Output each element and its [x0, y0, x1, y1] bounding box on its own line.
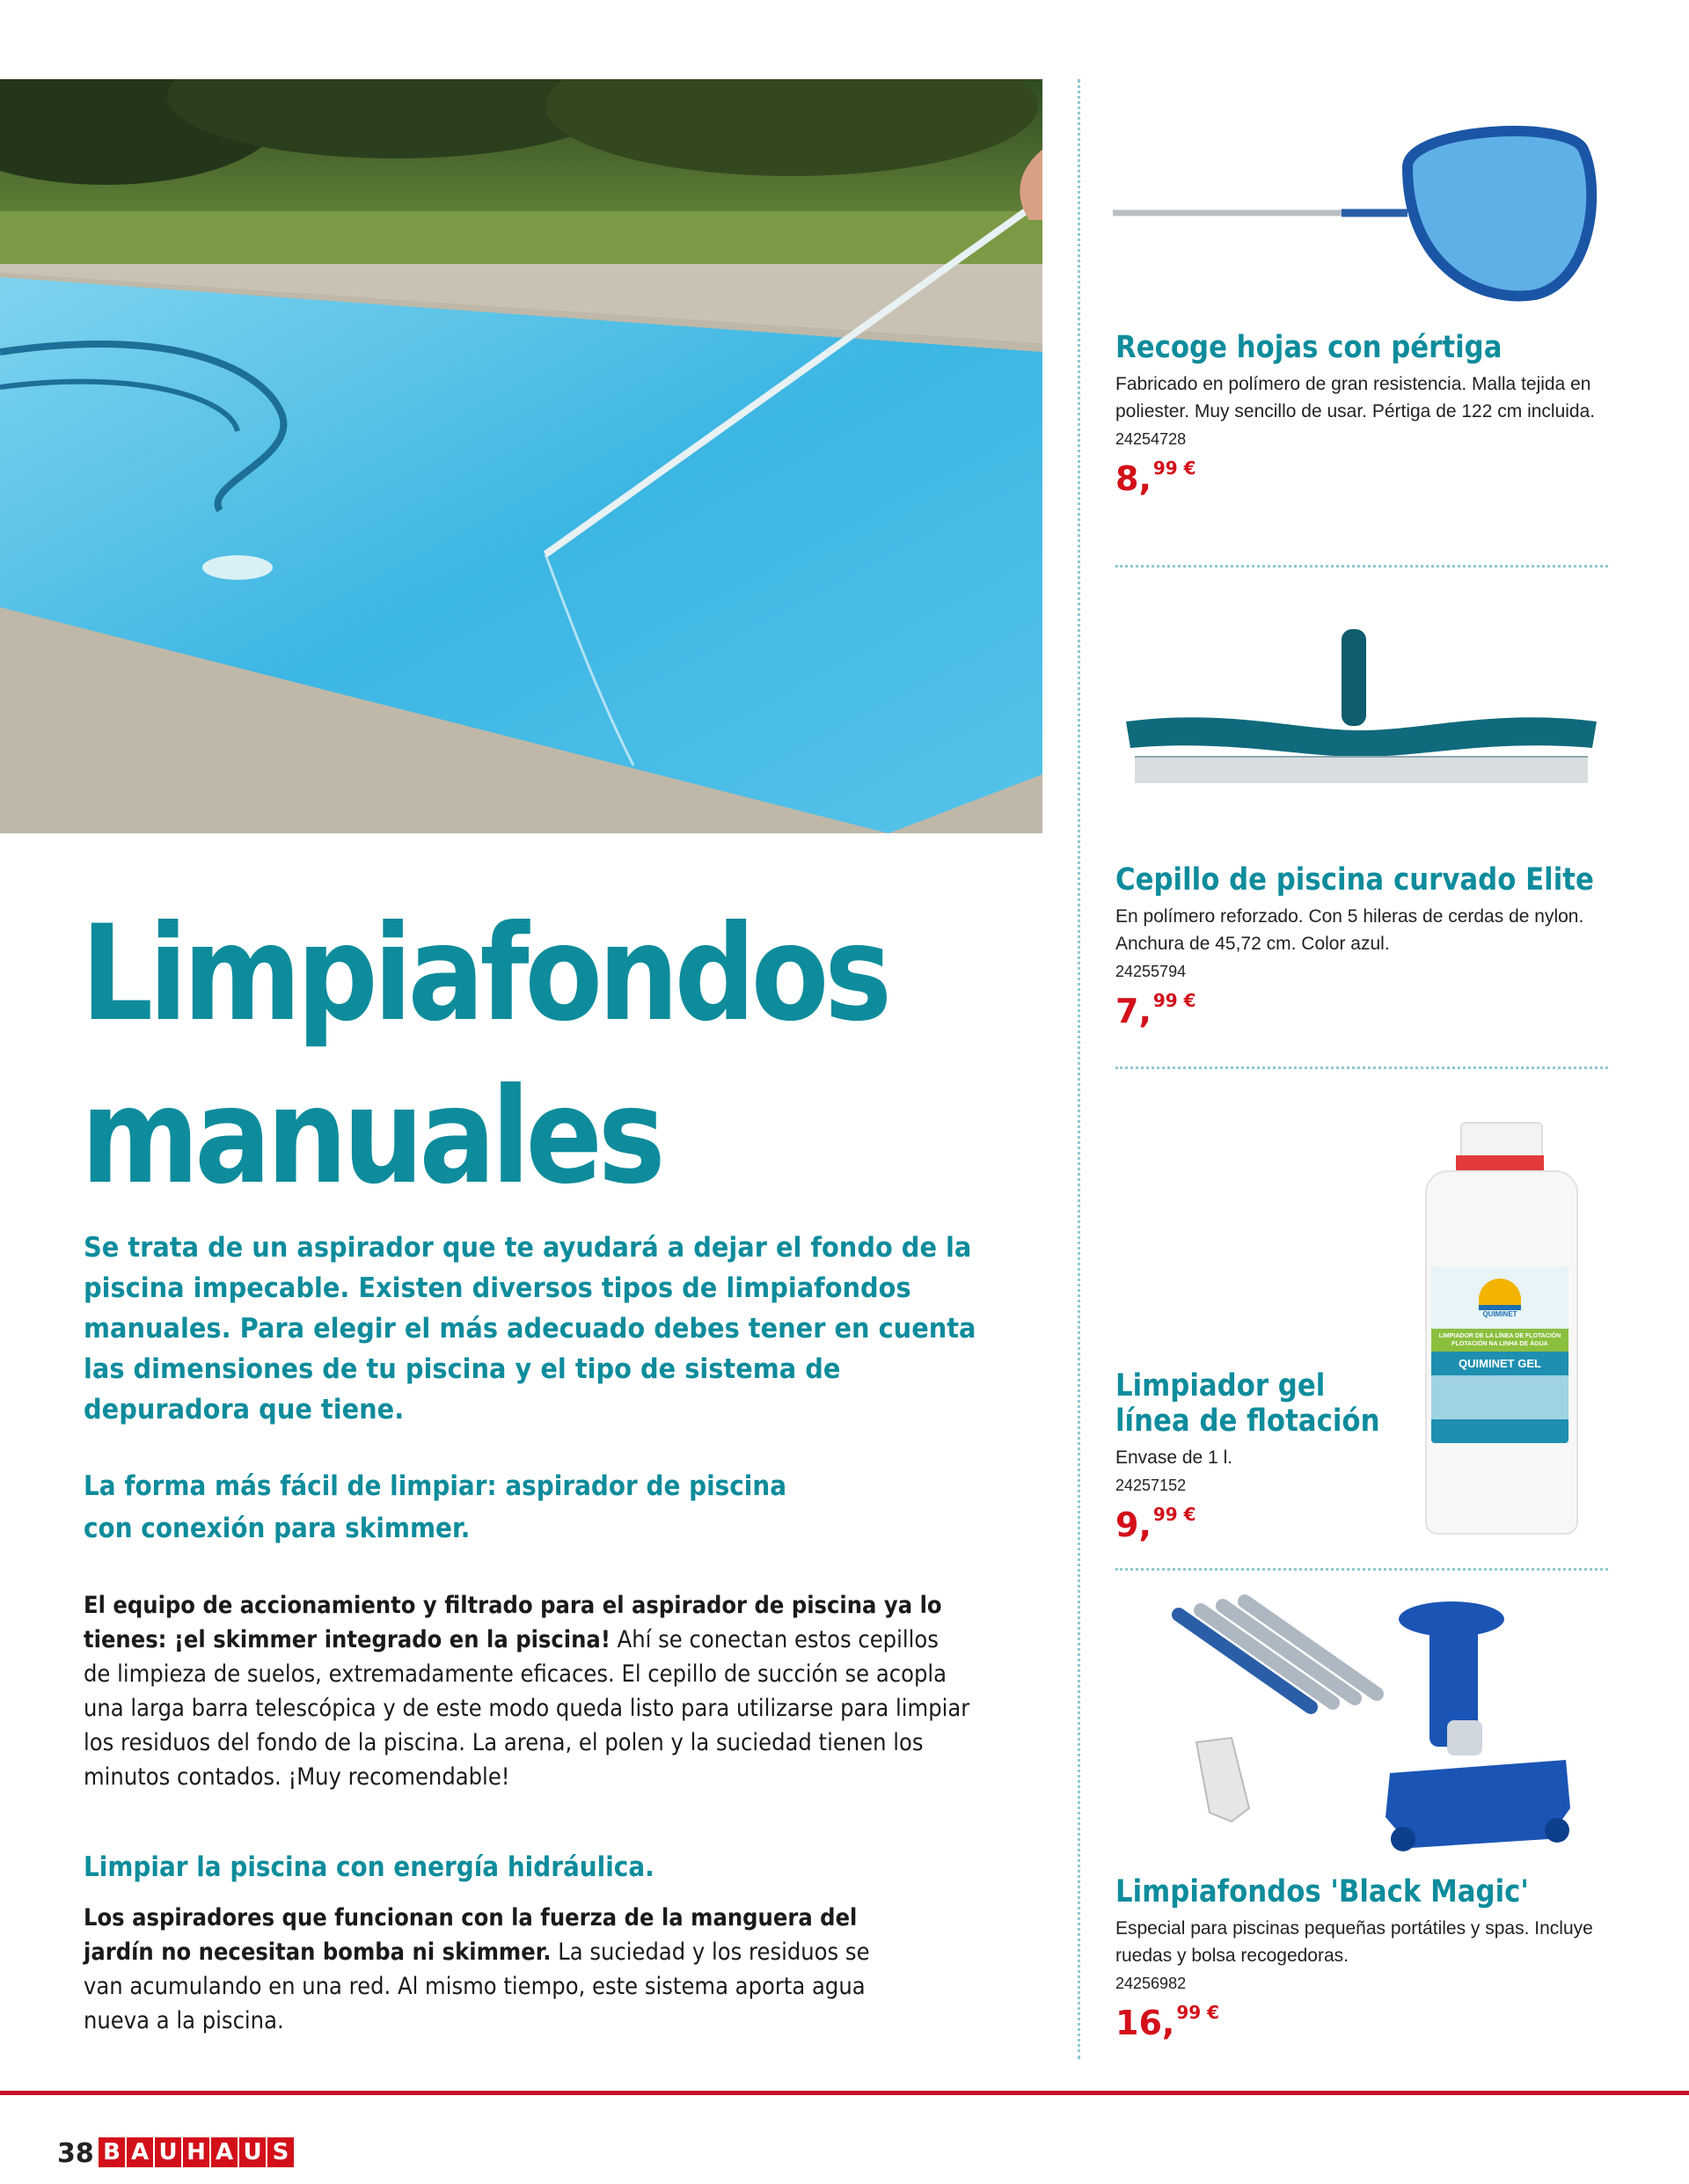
product-title: Limpiafondos 'Black Magic' [1115, 1874, 1529, 1909]
product-title: Cepillo de piscina curvado Elite [1115, 862, 1594, 898]
product-sku: 24257152 [1115, 1477, 1187, 1494]
product-price [1115, 458, 1643, 498]
logo-letter: A [211, 2137, 238, 2167]
price-integer: 16, [1115, 2004, 1175, 2042]
logo-letter: B [99, 2137, 125, 2167]
footer-rule [0, 2091, 1689, 2095]
product-divider [1115, 1066, 1608, 1069]
price-decimal: 99 € [1152, 1504, 1196, 1525]
page-title-line2: manuales [81, 1060, 662, 1213]
price-integer: 7, [1115, 992, 1152, 1030]
vacuum-kit-image [1161, 1588, 1579, 1865]
hero-pool-photo [0, 79, 1042, 833]
price-decimal: 99 € [1152, 990, 1196, 1011]
section-text-skimmer-body: Ahí se conectan estos cepillos de limpieza de suelos, extremadamente eficaces. El cepillo de succión se acopla una larga barra telescópica y de este modo queda listo para utilizarse para limpiar los residuos del fondo de la piscina. La arena, el polen y la suciedad tienen los minutos contados. ¡Muy recomendable! [84, 1626, 970, 1791]
section-heading-skimmer: La forma más fácil de limpiar: aspirador de piscina con conexión para skimmer. [84, 1470, 787, 1544]
product-price [1115, 990, 1643, 1030]
logo-letter: U [239, 2137, 266, 2167]
section-text-skimmer-bold: El equipo de accionamiento y filtrado para el aspirador de piscina ya lo tienes: ¡el skimmer integrado en la piscina! [84, 1592, 942, 1653]
section-text-hydraulic [84, 1901, 875, 2038]
intro-paragraph: Se trata de un aspirador que te ayudará a dejar el fondo de la piscina impecable. Existen diversos tipos de limpiafondos manuales. Para elegir el más adecuado debes tener en cuenta las dimensiones de tu piscina y el tipo de sistema de depuradora que tiene. [84, 1232, 976, 1425]
price-decimal: 99 € [1152, 458, 1196, 479]
curved-brush-image [1122, 625, 1601, 814]
price-decimal: 99 € [1176, 2002, 1220, 2023]
product-gel-cleaner [1115, 1368, 1643, 1544]
product-description: Envase de 1 l. [1115, 1447, 1233, 1468]
product-description: Especial para piscinas pequeñas portátiles y spas. Incluye ruedas y bolsa recogedoras. [1115, 1918, 1593, 1966]
product-title: Recoge hojas con pértiga [1115, 330, 1503, 365]
logo-letter: H [183, 2137, 209, 2167]
product-description: En polímero reforzado. Con 5 hileras de cerdas de nylon. Anchura de 45,72 cm. Color azul. [1115, 906, 1584, 954]
page-title [81, 893, 913, 1219]
page-number: 38 [57, 2138, 94, 2169]
product-price [1115, 2002, 1643, 2042]
page-title-line1: Limpiafondos [81, 898, 888, 1051]
section-heading-hydraulic: Limpiar la piscina con energía hidráulica. [84, 1851, 654, 1883]
product-sku: 24254728 [1115, 430, 1187, 448]
bottle-label-line1: LIMPIADOR DE LA LÍNEA DE FLOTACIÓN [1438, 1333, 1561, 1339]
section-text-skimmer [84, 1588, 970, 1794]
column-divider [1078, 79, 1080, 2059]
leaf-skimmer-image [1113, 114, 1605, 321]
product-divider [1115, 565, 1608, 568]
product-sku: 24255794 [1115, 963, 1187, 980]
section-text-hydraulic-body: La suciedad y los residuos se van acumulando en una red. Al mismo tiempo, este sistema aporta agua nueva a la piscina. [84, 1938, 870, 2034]
product-sku: 24256982 [1115, 1975, 1187, 1992]
price-integer: 9, [1115, 1506, 1152, 1544]
product-description: Fabricado en polímero de gran resistencia. Malla tejida en poliester. Muy sencillo de usar. Pértiga de 122 cm incluida. [1115, 374, 1596, 421]
logo-letter: S [267, 2137, 294, 2167]
product-title-line2: línea de flotación [1115, 1403, 1380, 1439]
product-black-magic [1115, 1874, 1643, 2042]
product-curved-brush [1115, 862, 1643, 1030]
bottle-label-line2: FLOTACIÓN NA LINHA DE ÁGUA [1451, 1341, 1548, 1347]
product-leaf-skimmer [1115, 330, 1643, 498]
logo-letter: A [127, 2137, 153, 2167]
product-title-line1: Limpiador gel [1115, 1368, 1326, 1403]
product-price [1115, 1504, 1643, 1544]
bauhaus-logo [99, 2137, 294, 2167]
price-integer: 8, [1115, 459, 1152, 498]
logo-letter: U [155, 2137, 181, 2167]
product-divider [1115, 1568, 1608, 1571]
section-text-hydraulic-bold: Los aspiradores que funcionan con la fuerza de la manguera del jardín no necesitan bomba ni skimmer. [84, 1904, 858, 1966]
bottle-brand: QUIMINET [1482, 1309, 1517, 1318]
bottle-name: QUIMINET GEL [1459, 1357, 1541, 1370]
